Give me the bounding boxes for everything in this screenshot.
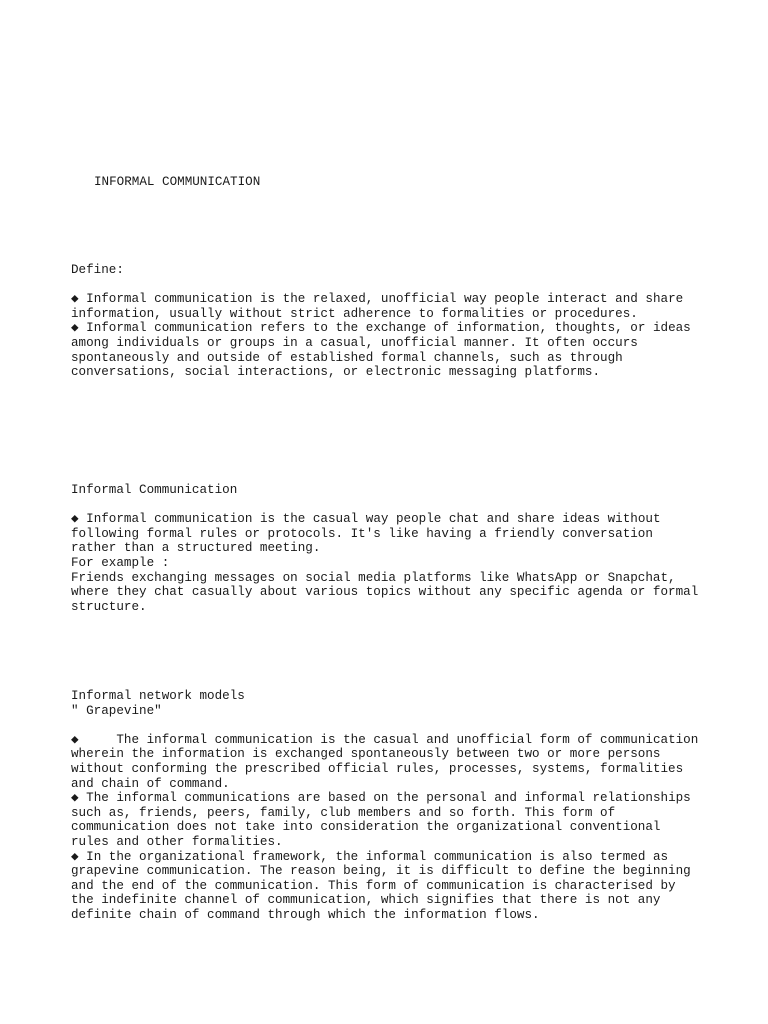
network-line: such as, friends, peers, family, club members and so forth. This form of bbox=[71, 805, 616, 820]
define-line: information, usually without strict adherence to formalities or procedures. bbox=[71, 306, 638, 321]
define-line: ◆ Informal communication refers to the exchange of information, thoughts, or ideas bbox=[71, 321, 691, 336]
network-line: ◆ The informal communication is the casual and unofficial form of communication bbox=[71, 732, 699, 747]
network-line: rules and other formalities. bbox=[71, 834, 283, 849]
network-line: definite chain of command through which the information flows. bbox=[71, 907, 540, 922]
network-heading: Informal network models bbox=[71, 689, 245, 703]
network-line: without conforming the prescribed official rules, processes, systems, formalities bbox=[71, 761, 684, 776]
define-heading: Define: bbox=[71, 263, 124, 277]
define-line: conversations, social interactions, or electronic messaging platforms. bbox=[71, 365, 601, 380]
network-subheading: " Grapevine" bbox=[71, 703, 162, 718]
define-line: spontaneously and outside of established formal channels, such as through bbox=[71, 350, 623, 365]
network-line: grapevine communication. The reason being, it is difficult to define the beginning bbox=[71, 864, 691, 879]
blank-line bbox=[71, 498, 698, 513]
network-line: ◆ In the organizational framework, the informal communication is also termed as bbox=[71, 849, 669, 864]
blank-line bbox=[71, 718, 698, 733]
informal-line: following formal rules or protocols. It's like having a friendly conversation bbox=[71, 526, 653, 541]
informal-line: Friends exchanging messages on social media platforms like WhatsApp or Snapchat, bbox=[71, 570, 676, 585]
page-title: INFORMAL COMMUNICATION bbox=[94, 175, 261, 189]
informal-line: ◆ Informal communication is the casual way people chat and share ideas without bbox=[71, 512, 661, 527]
informal-communication-section bbox=[71, 483, 698, 614]
informal-heading: Informal Communication bbox=[71, 483, 238, 497]
define-line: among individuals or groups in a casual, unofficial manner. It often occurs bbox=[71, 335, 638, 350]
define-section bbox=[71, 263, 691, 380]
informal-line: rather than a structured meeting. bbox=[71, 541, 321, 556]
blank-line bbox=[71, 278, 691, 293]
network-line: communication does not take into consideration the organizational conventional bbox=[71, 820, 661, 835]
define-line: ◆ Informal communication is the relaxed, unofficial way people interact and share bbox=[71, 292, 684, 307]
informal-line: For example : bbox=[71, 555, 170, 570]
network-line: the indefinite channel of communication, which signifies that there is not any bbox=[71, 893, 661, 908]
network-line: wherein the information is exchanged spontaneously between two or more persons bbox=[71, 747, 661, 762]
network-line: and chain of command. bbox=[71, 776, 230, 791]
network-line: ◆ The informal communications are based on the personal and informal relationships bbox=[71, 791, 691, 806]
informal-network-section bbox=[71, 689, 698, 923]
informal-line: structure. bbox=[71, 599, 147, 614]
network-line: and the end of the communication. This form of communication is characterised by bbox=[71, 878, 676, 893]
informal-line: where they chat casually about various topics without any specific agenda or formal bbox=[71, 585, 699, 600]
